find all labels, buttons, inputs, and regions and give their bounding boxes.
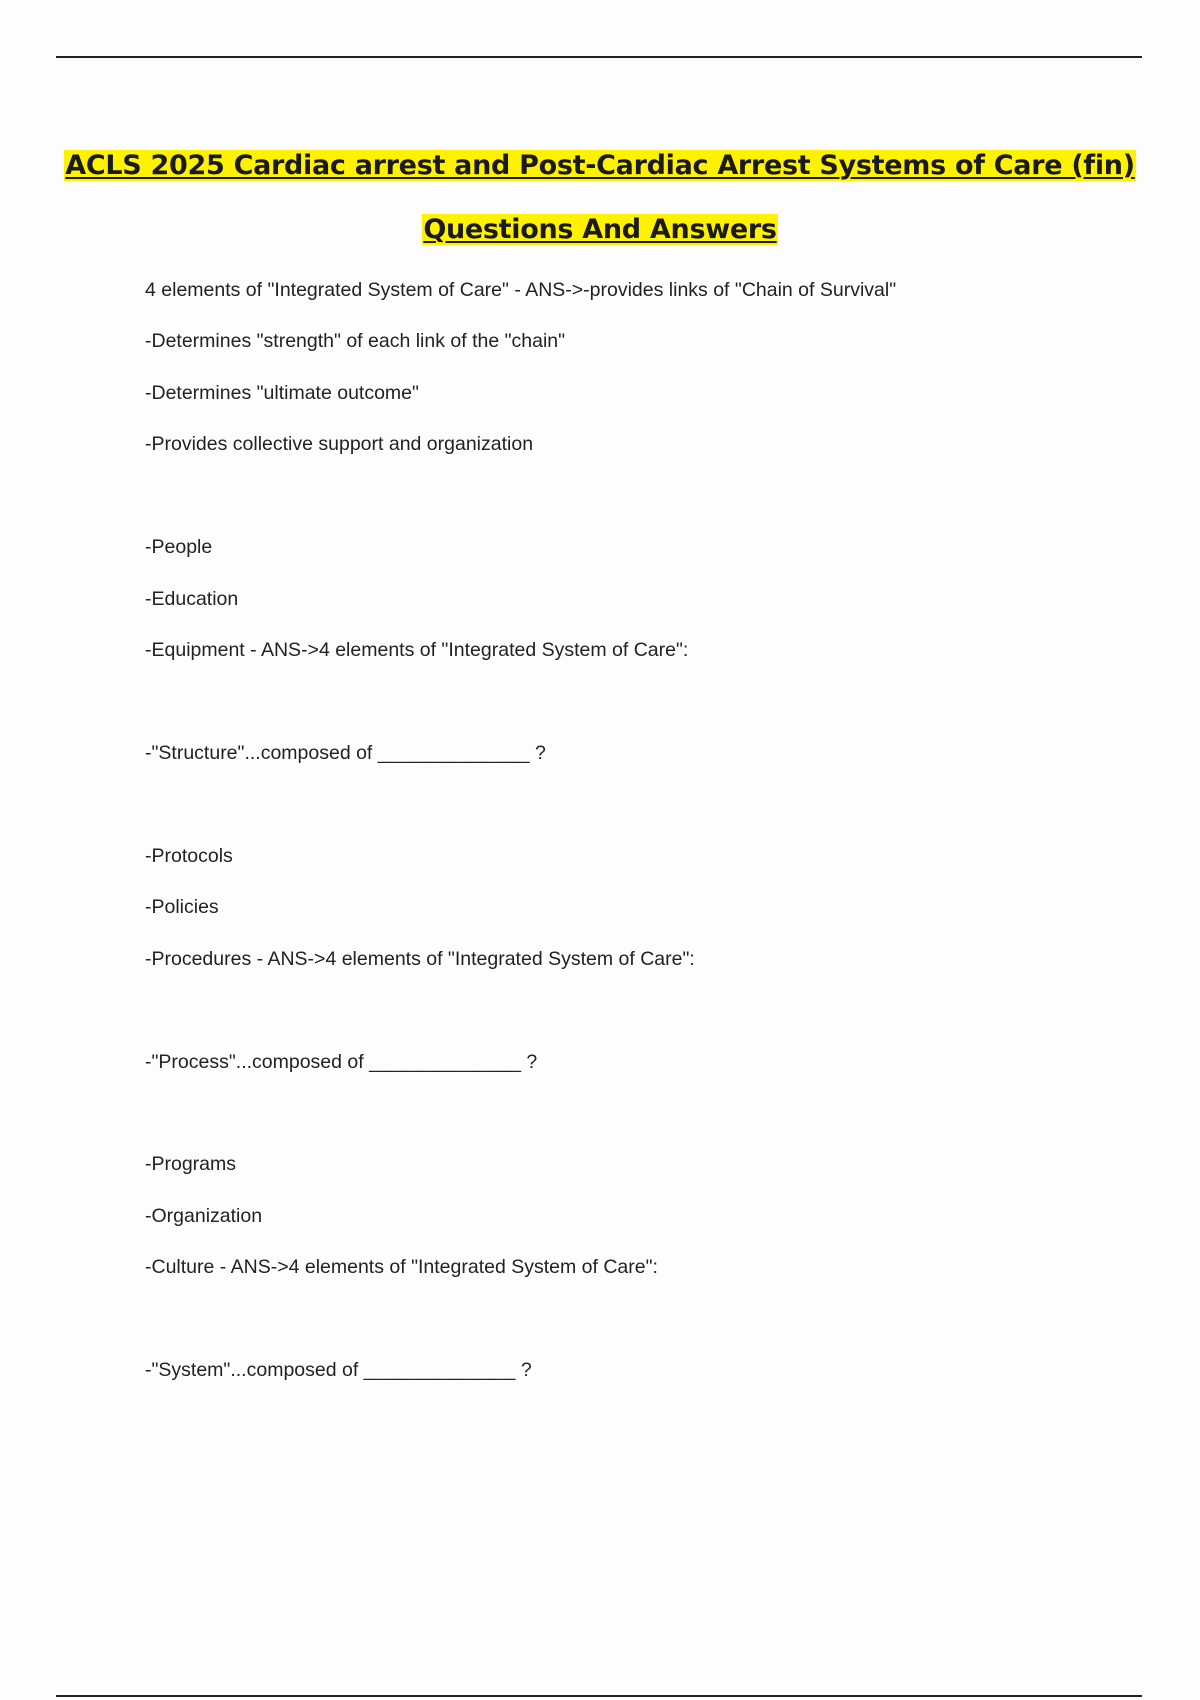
- document-subtitle: [0, 212, 1200, 248]
- title-line-2: Questions And Answers: [423, 214, 777, 245]
- answer-line: -Education: [145, 588, 239, 610]
- question-line: -"Structure"...composed of ______________ ?: [145, 742, 546, 764]
- answer-line: -Procedures - ANS->4 elements of "Integrated System of Care":: [145, 948, 695, 970]
- answer-line: -People: [145, 536, 213, 558]
- answer-line: -Policies: [145, 896, 219, 918]
- answer-line: -Culture - ANS->4 elements of "Integrated System of Care":: [145, 1256, 658, 1278]
- question-line: -"Process"...composed of ______________ ?: [145, 1051, 538, 1073]
- answer-line: -Determines "ultimate outcome": [145, 382, 419, 404]
- answer-line: -Provides collective support and organization: [145, 433, 534, 455]
- title-line-1: ACLS 2025 Cardiac arrest and Post-Cardiac Arrest Systems of Care (fin): [65, 150, 1135, 181]
- answer-line: -Organization: [145, 1205, 263, 1227]
- answer-line: -Equipment - ANS->4 elements of "Integrated System of Care":: [145, 639, 689, 661]
- header-rule: [56, 56, 1142, 58]
- answer-line: -Determines "strength" of each link of the "chain": [145, 330, 566, 352]
- document-title: [0, 148, 1200, 184]
- question-line: -"System"...composed of ______________ ?: [145, 1359, 532, 1381]
- answer-line: -Protocols: [145, 845, 233, 867]
- answer-line: -Programs: [145, 1153, 237, 1175]
- footer-rule: [56, 1695, 1142, 1697]
- question-line: 4 elements of "Integrated System of Care" - ANS->-provides links of "Chain of Survival": [145, 279, 897, 301]
